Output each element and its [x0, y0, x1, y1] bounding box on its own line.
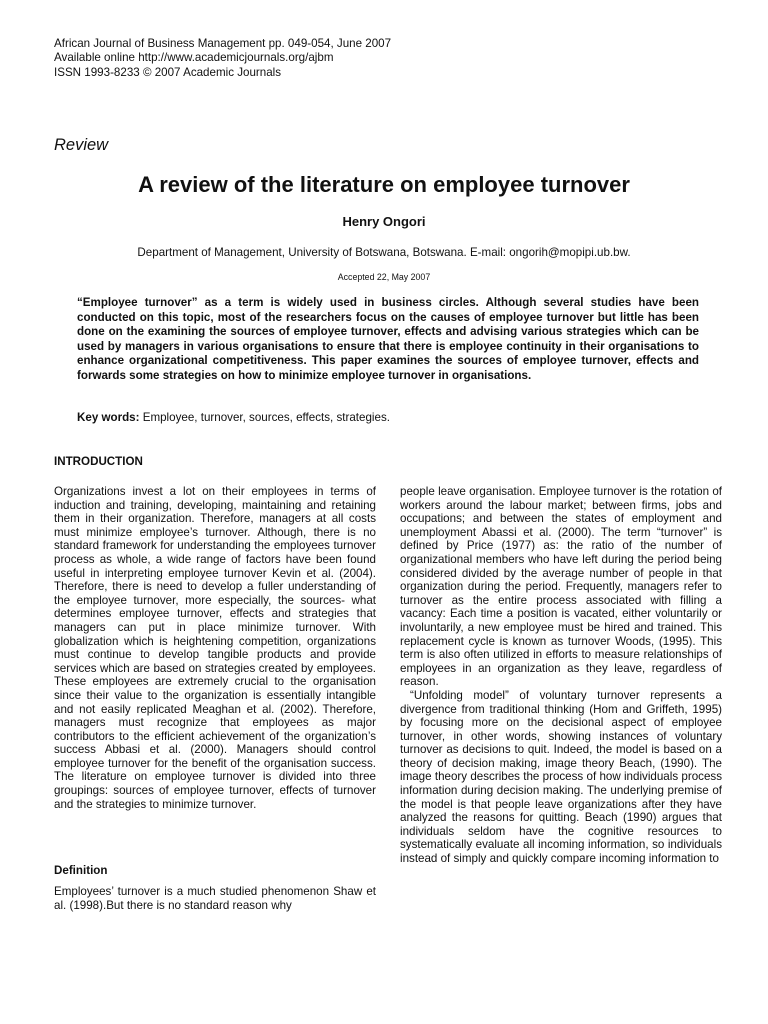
- author-name: Henry Ongori: [342, 214, 426, 229]
- introduction-heading: INTRODUCTION: [54, 455, 143, 468]
- keywords-list: Employee, turnover, sources, effects, strategies.: [139, 411, 390, 424]
- definition-paragraph: Employees’ turnover is a much studied phenomenon Shaw et al. (1998).But there is no standard reason why: [54, 885, 376, 912]
- journal-masthead: [54, 37, 391, 80]
- author-affiliation: Department of Management, University of Botswana, Botswana. E-mail: ongorih@mopipi.ub.bw.: [137, 246, 631, 259]
- right-paragraph-1: people leave organisation. Employee turnover is the rotation of workers around the labour market; between firms, jobs and occupations; and between the states of employment and unemployment Abassi et al. (2000). The term “turnover” is defined by Price (1977) as: the ratio of the number of organizational members who have left during the period being considered divided by the average number of people in that organization during the period. Frequently, managers refer to turnover as the entire process associated with filling a vacancy: Each time a position is vacated, either voluntarily or involuntarily, a new employee must be hired and trained. This replacement cycle is known as turnover Woods, (1995). This term is also often utilized in efforts to measure relationships of employees in an organization as they leave, regardless of reason.: [400, 485, 722, 689]
- left-column-intro: [54, 485, 376, 811]
- accepted-date: Accepted 22, May 2007: [337, 272, 431, 282]
- right-column: [400, 485, 722, 866]
- article-title: A review of the literature on employee turnover: [138, 172, 630, 197]
- keywords-label: Key words:: [77, 411, 140, 424]
- journal-issn: ISSN 1993-8233 © 2007 Academic Journals: [54, 65, 282, 79]
- journal-citation: African Journal of Business Management pp. 049-054, June 2007: [54, 37, 392, 50]
- article-type-label: Review: [54, 136, 109, 154]
- definition-heading: Definition: [54, 864, 108, 877]
- abstract: “Employee turnover” as a term is widely used in business circles. Although several studies have been conducted on this topic, most of the researchers focus on the causes of employee turnover but little has been done on the examining the sources of employee turnover, effects and advising various strategies which can be used by managers in various organisations to ensure that there is employee continuity in their organisations to enhance organizational competitiveness. This paper examines the sources of employee turnover, effects and forwards some strategies on how to minimize employee turnover in organisations.: [77, 296, 699, 382]
- journal-url: Available online http://www.academicjournals.org/ajbm: [54, 51, 334, 65]
- right-paragraph-2: “Unfolding model” of voluntary turnover represents a divergence from traditional thinking (Hom and Griffeth, 1995) by focusing more on the decisional aspect of employee turnover, in other words, showing instances of voluntary turnover as decisions to quit. Indeed, the model is based on a theory of decision making, image theory Beach, (1990). The image theory describes the process of how individuals process information during decision making. The underlying premise of the model is that people leave organizations after they have analyzed the reasons for quitting. Beach (1990) argues that individuals seldom have the cognitive resources to systematically evaluate all incoming information, so individuals instead of simply and quickly compare incoming information to: [400, 688, 722, 866]
- left-column-definition: [54, 885, 376, 912]
- keywords-line: [77, 411, 390, 424]
- intro-paragraph: Organizations invest a lot on their employees in terms of induction and training, developing, maintaining and retaining them in their organization. Therefore, managers at all costs must minimize employee’s turnover. Although, there is no standard framework for understanding the employees turnover process as whole, a wide range of factors have been found useful in interpreting employee turnover Kevin et al. (2004). Therefore, there is need to develop a fuller understanding of the employee turnover, more especially, the sources- what determines employee turnover, effects and strategies that managers can put in place minimize turnover. With globalization which is heightening competition, organizations must continue to develop tangible products and provide services which are based on strategies created by employees. These employees are extremely crucial to the organisation since their value to the organization is essentially intangible and not easily replicated Meaghan et al. (2002). Therefore, managers must recognize that employees as major contributors to the efficient achievement of the organization’s success Abbasi et al. (2000). Managers should control employee turnover for the benefit of the organisation success. The literature on employee turnover is divided into three groupings: sources of employee turnover, effects of turnover and the strategies to minimize turnover.: [54, 485, 376, 811]
